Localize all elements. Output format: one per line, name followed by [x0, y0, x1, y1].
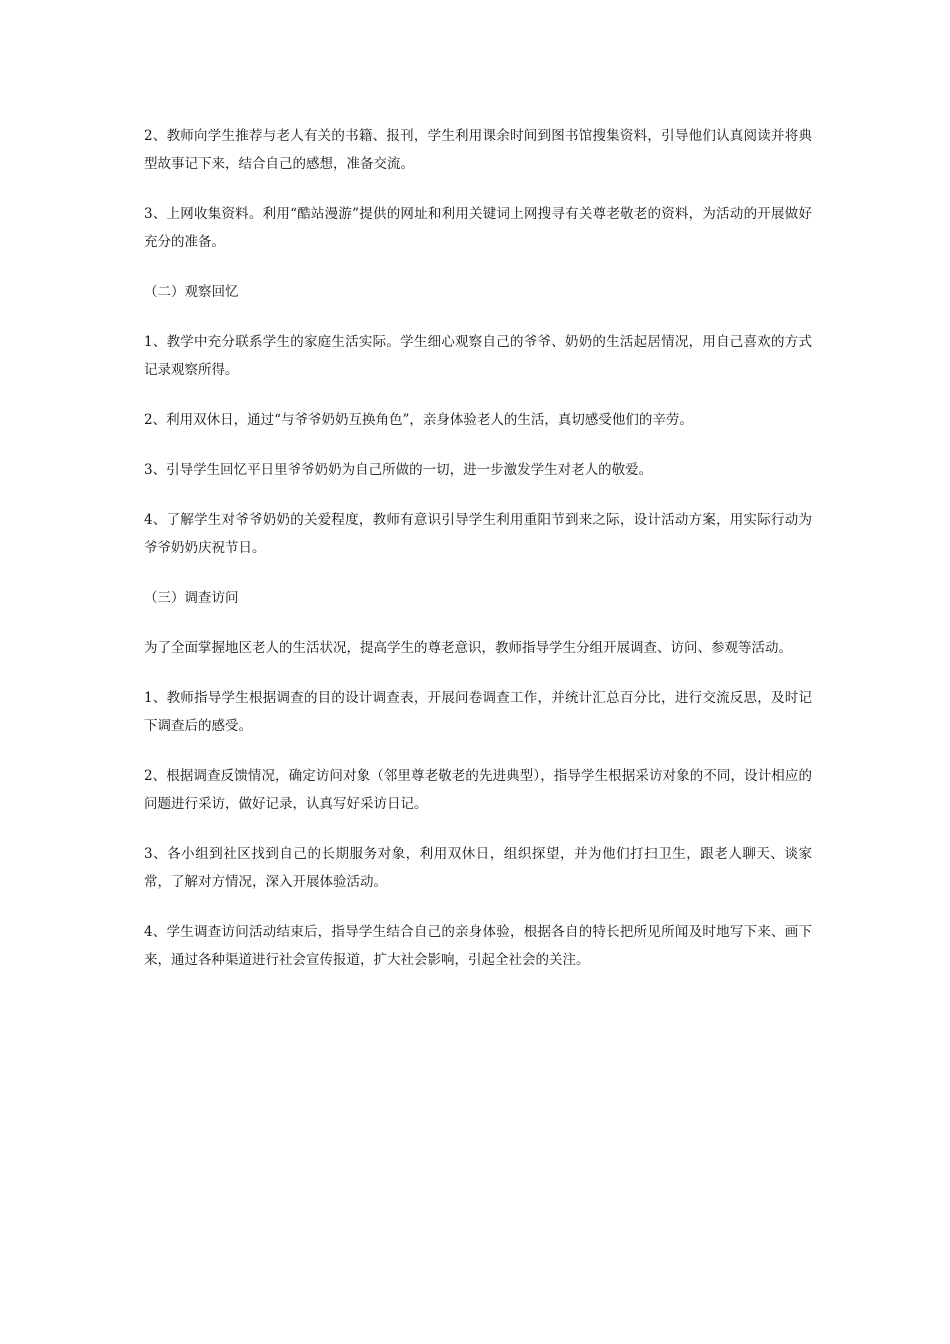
section-heading-survey-visit: （三）调查访问: [144, 590, 239, 606]
paragraph-recommend-books: 2、教师向学生推荐与老人有关的书籍、报刊，学生利用课余时间到图书馆搜集资料，引导他们认真阅读并将典型故事记下来，结合自己的感想，准备交流。: [144, 128, 812, 172]
paragraph-publicity: 4、学生调查访问活动结束后，指导学生结合自己的亲身体验，根据各自的特长把所见所闻及时地写下来、画下来，通过各种渠道进行社会宣传报道，扩大社会影响，引起全社会的关注。: [144, 924, 812, 968]
section-heading-observe-recall: （二）观察回忆: [144, 284, 239, 300]
paragraph-community-service: 3、各小组到社区找到自己的长期服务对象，利用双休日，组织探望，并为他们打扫卫生，跟老人聊天、谈家常，了解对方情况，深入开展体验活动。: [144, 846, 812, 890]
paragraph-double-ninth: 4、了解学生对爷爷奶奶的关爱程度，教师有意识引导学生利用重阳节到来之际，设计活动方案，用实际行动为爷爷奶奶庆祝节日。: [144, 512, 812, 556]
paragraph-interview: 2、根据调查反馈情况，确定访问对象（邻里尊老敬老的先进典型），指导学生根据采访对象的不同，设计相应的问题进行采访，做好记录，认真写好采访日记。: [144, 768, 812, 812]
document-body: [144, 122, 812, 996]
paragraph-recall-care: 3、引导学生回忆平日里爷爷奶奶为自己所做的一切，进一步激发学生对老人的敬爱。: [144, 462, 653, 478]
paragraph-online-research: 3、上网收集资料。利用“酷站漫游”提供的网址和利用关键词上网搜寻有关尊老敬老的资料，为活动的开展做好充分的准备。: [144, 206, 812, 250]
paragraph-observe-family: 1、教学中充分联系学生的家庭生活实际。学生细心观察自己的爷爷、奶奶的生活起居情况，用自己喜欢的方式记录观察所得。: [144, 334, 812, 378]
paragraph-role-swap: 2、利用双休日，通过“与爷爷奶奶互换角色”，亲身体验老人的生活，真切感受他们的辛劳。: [144, 412, 693, 428]
paragraph-survey-intro: 为了全面掌握地区老人的生活状况，提高学生的尊老意识，教师指导学生分组开展调查、访问、参观等活动。: [144, 640, 792, 656]
paragraph-questionnaire: 1、教师指导学生根据调查的目的设计调查表，开展问卷调查工作，并统计汇总百分比，进行交流反思，及时记下调查后的感受。: [144, 690, 812, 734]
